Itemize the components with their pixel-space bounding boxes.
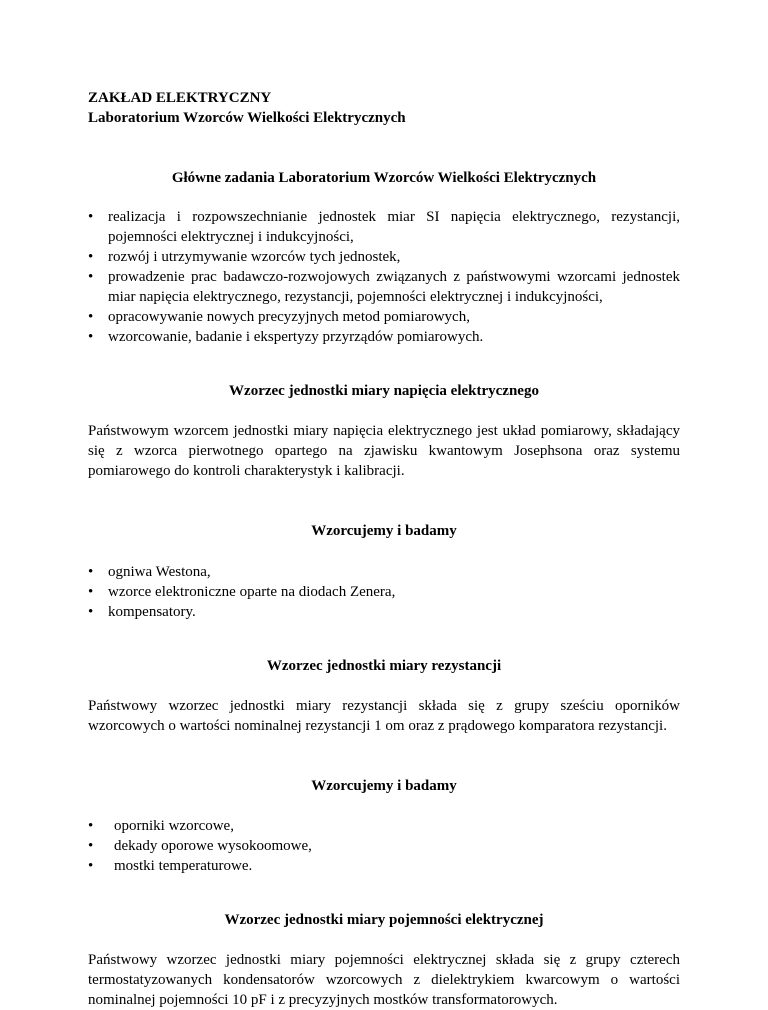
list-item: • wzorcowanie, badanie i ekspertyzy przyrządów pomiarowych. bbox=[88, 329, 484, 345]
bullet-icon: • bbox=[88, 818, 94, 834]
voltage-text: Państwowym wzorcem jednostki miary napięcia elektrycznego jest układ pomiarowy, składający się z wzorca pierwotnego opartego na zjawisku kwantowym Josephsona oraz systemu pomiarowego do kontroli charakterystyk i kalibracji. bbox=[88, 423, 680, 479]
list-item: • prowadzenie prac badawczo-rozwojowych związanych z państwowymi wzorcami jednostek miar napięcia elektrycznego, rezystancji, pojemności elektrycznej i indukcyjności, bbox=[88, 269, 680, 305]
list-item: • ogniwa Westona, bbox=[88, 564, 211, 580]
bullet-icon: • bbox=[88, 249, 94, 265]
list-item: • opracowywanie nowych precyzyjnych metod pomiarowych, bbox=[88, 309, 470, 325]
capacitance-text: Państwowy wzorzec jednostki miary pojemności elektrycznej składa się z grupy czterech termostatyzowanych kondensatorów wzorcowych z dielektrykiem kwarcowym o wartości nominalnej pojemności 10 pF i z precyzyjnych mostków transformatorowych. bbox=[88, 952, 680, 1008]
org-name: ZAKŁAD ELEKTRYCZNY bbox=[88, 90, 272, 106]
bullet-icon: • bbox=[88, 838, 94, 854]
resistance-calibrate-heading: Wzorcujemy i badamy bbox=[311, 778, 457, 794]
voltage-heading: Wzorzec jednostki miary napięcia elektrycznego bbox=[229, 383, 539, 399]
tasks-heading: Główne zadania Laboratorium Wzorców Wielkości Elektrycznych bbox=[171, 170, 597, 186]
capacitance-heading: Wzorzec jednostki miary pojemności elektrycznej bbox=[224, 912, 544, 928]
list-item: • dekady oporowe wysokoomowe, bbox=[88, 838, 312, 854]
bullet-icon: • bbox=[88, 564, 94, 580]
list-item: • oporniki wzorcowe, bbox=[88, 818, 234, 834]
tasks-list bbox=[88, 207, 680, 347]
bullet-icon: • bbox=[88, 309, 94, 325]
bullet-icon: • bbox=[88, 858, 94, 874]
bullet-icon: • bbox=[88, 604, 94, 620]
voltage-calibrate-heading: Wzorcujemy i badamy bbox=[311, 523, 457, 539]
bullet-icon: • bbox=[88, 329, 94, 345]
list-item: • realizacja i rozpowszechnianie jednostek miar SI napięcia elektrycznego, rezystancji, pojemności elektrycznej i indukcyjności, bbox=[88, 209, 680, 245]
list-item: • rozwój i utrzymywanie wzorców tych jednostek, bbox=[88, 249, 401, 265]
lab-name: Laboratorium Wzorców Wielkości Elektrycznych bbox=[88, 110, 406, 126]
resistance-heading: Wzorzec jednostki miary rezystancji bbox=[266, 658, 502, 674]
bullet-icon: • bbox=[88, 584, 94, 600]
list-item: • wzorce elektroniczne oparte na diodach Zenera, bbox=[88, 584, 396, 600]
resistance-calibrate-list bbox=[88, 816, 680, 876]
document-header bbox=[88, 88, 680, 128]
voltage-calibrate-list bbox=[88, 562, 680, 622]
list-item: • mostki temperaturowe. bbox=[88, 858, 253, 874]
resistance-text: Państwowy wzorzec jednostki miary rezystancji składa się z grupy sześciu oporników wzorcowych o wartości nominalnej rezystancji 1 om oraz z prądowego komparatora rezystancji. bbox=[88, 698, 680, 734]
list-item: • kompensatory. bbox=[88, 604, 196, 620]
bullet-icon: • bbox=[88, 209, 94, 225]
document-page bbox=[88, 0, 680, 1010]
bullet-icon: • bbox=[88, 269, 94, 285]
